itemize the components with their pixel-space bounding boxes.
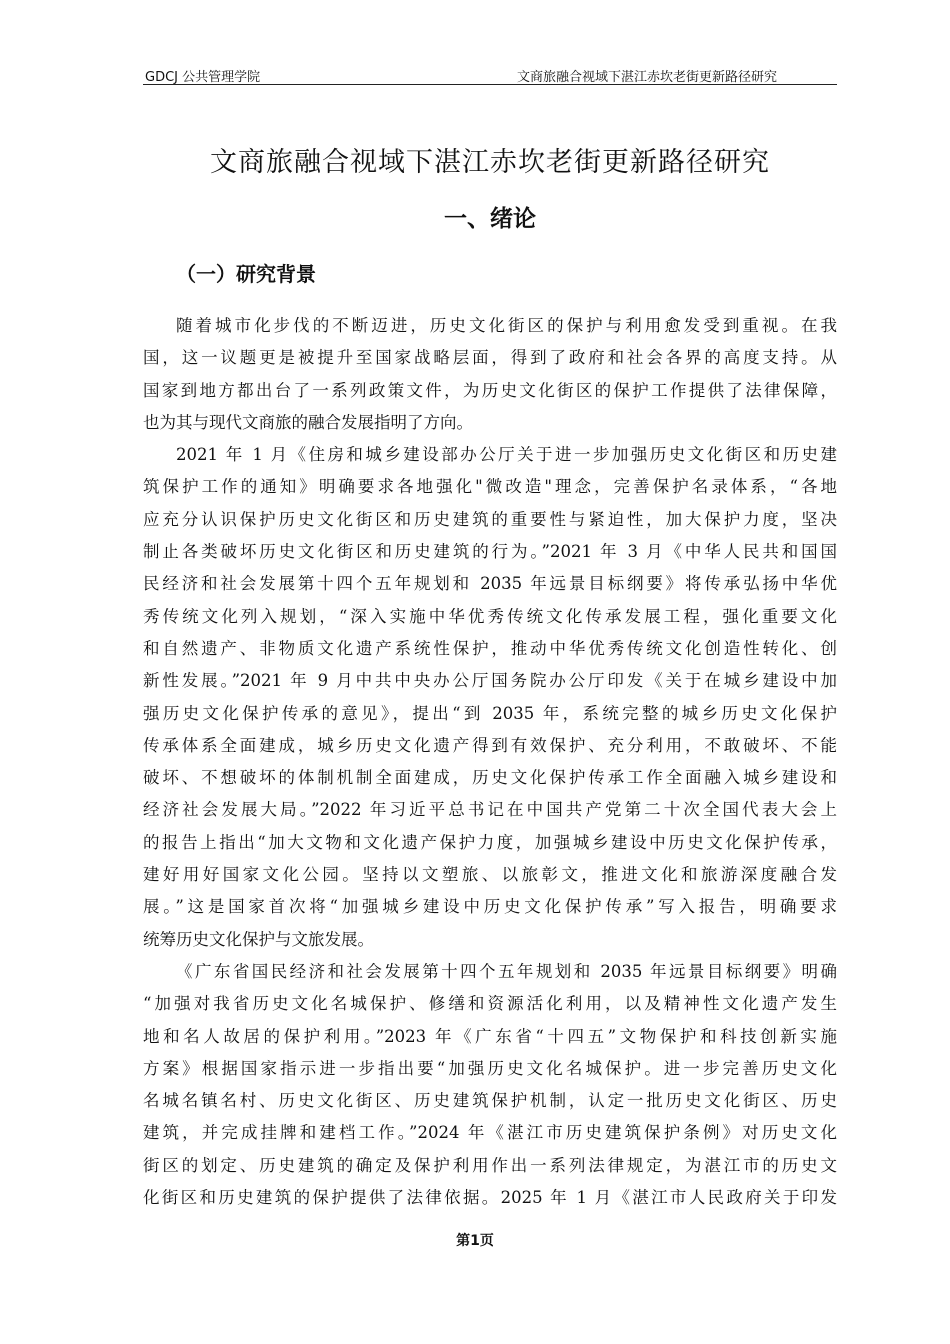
paragraph-line: 方案》根据国家指示进一步指出要“加强历史文化名城保护。进一步完善历史文化 <box>143 1058 837 1078</box>
paragraph-line: 传承体系全面建成，城乡历史文化遗产得到有效保护、充分利用，不敢破坏、不能 <box>143 735 837 755</box>
paragraph-line: 破坏、不想破坏的体制机制全面建成，历史文化保护传承工作全面融入城乡建设和 <box>143 768 837 788</box>
paragraph-line: 新性发展。”2021 年 9 月中共中央办公厅国务院办公厅印发《关于在城乡建设中加 <box>143 671 837 691</box>
page-header <box>143 62 837 85</box>
paragraph-line: 随着城市化步伐的不断迈进，历史文化街区的保护与利用愈发受到重视。在我 <box>176 316 837 335</box>
paragraph-line: 经济社会发展大局。”2022 年习近平总书记在中国共产党第二十次全国代表大会上 <box>143 800 837 820</box>
paragraph-line: 地和名人故居的保护利用。”2023 年《广东省“十四五”文物保护和科技创新实施 <box>143 1026 837 1046</box>
paragraph-line: 强历史文化保护传承的意见》，提出“到 2035 年，系统完整的城乡历史文化保护 <box>143 703 837 723</box>
section-heading: 一、绪论 <box>444 206 536 232</box>
header-institution: GDCJ 公共管理学院 <box>145 70 261 85</box>
paragraph-line: 名城名镇名村、历史文化街区、历史建筑保护机制，认定一批历史文化街区、历史 <box>143 1091 837 1111</box>
paragraph-line: 街区的划定、历史建筑的确定及保护利用作出一系列法律规定，为湛江市的历史文 <box>143 1155 837 1175</box>
page-number: 第1页 <box>456 1233 494 1249</box>
document-title: 文商旅融合视域下湛江赤坎老街更新路径研究 <box>210 147 770 178</box>
paragraph-line: 民经济和社会发展第十四个五年规划和 2035 年远景目标纲要》将传承弘扬中华优 <box>143 574 837 594</box>
paragraph-line: 筑保护工作的通知》明确要求各地强化"微改造"理念，完善保护名录体系，“各地 <box>143 477 837 497</box>
paragraph-line: 也为其与现代文商旅的融合发展指明了方向。 <box>143 412 473 432</box>
paragraph-line: 制止各类破坏历史文化街区和历史建筑的行为。”2021 年 3 月《中华人民共和国国 <box>143 542 837 562</box>
paragraph-line: 和自然遗产、非物质文化遗产系统性保护，推动中华优秀传统文化创造性转化、创 <box>143 638 837 658</box>
paragraph-line: 国家到地方都出台了一系列政策文件，为历史文化街区的保护工作提供了法律保障， <box>143 380 837 400</box>
paragraph-line: 秀传统文化列入规划，“深入实施中华优秀传统文化传承发展工程，强化重要文化 <box>143 606 837 626</box>
paragraph-line: 国，这一议题更是被提升至国家战略层面，得到了政府和社会各界的高度支持。从 <box>143 348 837 368</box>
subsection-heading: （一）研究背景 <box>176 262 316 286</box>
paragraph-line: 统筹历史文化保护与文旅发展。 <box>143 929 374 949</box>
body-text <box>143 310 837 1214</box>
paragraph-line: 建好用好国家文化公园。坚持以文塑旅、以旅彰文，推进文化和旅游深度融合发 <box>143 865 837 885</box>
paragraph-line: 的报告上指出“加大文物和文化遗产保护力度，加强城乡建设中历史文化保护传承， <box>143 832 837 852</box>
paragraph-line: 建筑，并完成挂牌和建档工作。”2024 年《湛江市历史建筑保护条例》对历史文化 <box>143 1123 837 1143</box>
paragraph-line: 展。”这是国家首次将“加强城乡建设中历史文化保护传承”写入报告，明确要求 <box>143 897 837 917</box>
paragraph-line: “加强对我省历史文化名城保护、修缮和资源活化利用，以及精神性文化遗产发生 <box>143 994 837 1014</box>
paragraph-line: 应充分认识保护历史文化街区和历史建筑的重要性与紧迫性，加大保护力度，坚决 <box>143 509 837 529</box>
paragraph-line: 2021 年 1 月《住房和城乡建设部办公厅关于进一步加强历史文化街区和历史建 <box>176 445 837 465</box>
header-running-title: 文商旅融合视域下湛江赤坎老街更新路径研究 <box>516 70 777 85</box>
paragraph-line: 《广东省国民经济和社会发展第十四个五年规划和 2035 年远景目标纲要》明确 <box>176 961 837 981</box>
paragraph-line: 化街区和历史建筑的保护提供了法律依据。2025 年 1 月《湛江市人民政府关于印发 <box>143 1188 837 1208</box>
